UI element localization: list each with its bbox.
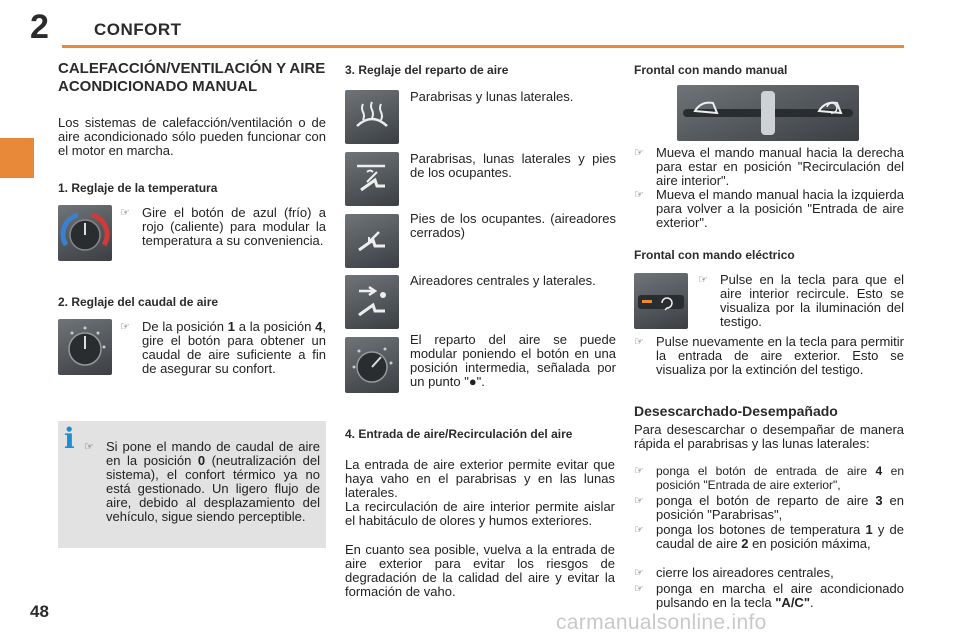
distribution-item-text: El reparto del aire se puede modular poniendo el botón en una posición intermedia, señalada por un punto "●". (410, 332, 616, 389)
electric-bullet-text: Pulse nuevamente en la tecla para permitir la entrada de aire exterior. Esto se visualiza por la extinción del testigo. (656, 334, 904, 377)
windscreen-and-feet-icon (345, 152, 399, 206)
info-text: Si pone el mando de caudal de aire en la posición 0 (neutralización del sistema), el confort térmico ya no está gestionado. Un ligero flujo de aire, debido al desplazamiento del vehículo, sigue siendo perceptible. (106, 439, 320, 524)
face-vent-icon (345, 275, 399, 329)
manual-bullet-text: Mueva el mando manual hacia la derecha para estar en posición "Recirculación del aire interior". (656, 145, 904, 188)
demist-step: cierre los aireadores centrales, (656, 565, 834, 580)
demist-heading: Desescarchado-Desempañado (634, 403, 838, 419)
bullet-icon: ☞ (634, 464, 644, 477)
temperature-text: Gire el botón de azul (frío) a rojo (caliente) para modular la temperatura a su conveniencia. (142, 205, 326, 248)
distribution-item-text: Aireadores centrales y laterales. (410, 273, 596, 288)
bullet-icon: ☞ (634, 335, 644, 348)
bullet-icon: ☞ (120, 206, 130, 219)
distribution-item-text: Parabrisas y lunas laterales. (410, 89, 574, 104)
bullet-icon: ☞ (634, 582, 644, 595)
manual-recirculation-lever-icon (677, 85, 859, 141)
demist-step: ponga el botón de entrada de aire 4 en posición "Entrada de aire exterior", (656, 464, 904, 492)
windscreen-demist-icon (345, 90, 399, 144)
temperature-heading: 1. Reglaje de la temperatura (58, 181, 218, 195)
distribution-knob-icon (345, 337, 399, 393)
recirculation-paragraph: La entrada de aire exterior permite evitar que haya vaho en el parabrisas y en las lunas laterales. (345, 457, 615, 500)
bullet-icon: ☞ (120, 320, 130, 333)
bullet-icon: ☞ (698, 273, 708, 286)
bullet-icon: ☞ (634, 494, 644, 507)
bullet-icon: ☞ (634, 566, 644, 579)
chapter-side-tab (0, 138, 34, 178)
demist-step: ponga el botón de reparto de aire 3 en posición "Parabrisas", (656, 493, 905, 522)
demist-step: ponga en marcha el aire acondicionado pulsando en la tecla "A/C". (656, 581, 904, 610)
distribution-item-text: Pies de los ocupantes. (aireadores cerrados) (410, 211, 616, 240)
demist-step: ponga los botones de temperatura 1 y de caudal de aire 2 en posición máxima, (656, 522, 904, 551)
manual-control-heading: Frontal con mando manual (634, 63, 788, 77)
section-title: CALEFACCIÓN/VENTILACIÓN Y AIRE ACONDICIONADO MANUAL (58, 60, 326, 95)
header-rule (62, 45, 904, 48)
chapter-number: 2 (30, 8, 49, 46)
bullet-icon: ☞ (84, 440, 94, 453)
distribution-heading: 3. Reglaje del reparto de aire (345, 63, 509, 77)
bullet-icon: ☞ (634, 188, 644, 201)
temperature-knob-icon (58, 205, 112, 261)
airflow-heading: 2. Reglaje del caudal de aire (58, 295, 219, 309)
airflow-knob-icon (58, 319, 112, 375)
recirculation-button-icon (634, 273, 688, 329)
recirculation-paragraph: En cuanto sea posible, vuelva a la entrada de aire exterior para evitar los riesgos de degradación de la calidad del aire y evitar la formación de vaho. (345, 542, 615, 599)
demist-intro: Para desescarchar o desempañar de manera rápida el parabrisas y las lunas laterales: (634, 422, 904, 451)
info-icon: i (64, 422, 75, 455)
bullet-icon: ☞ (634, 146, 644, 159)
airflow-text: De la posición 1 a la posición 4, gire el botón para obtener un caudal de aire suficiente a fin de asegurar su confort. (142, 319, 326, 376)
recirculation-heading: 4. Entrada de aire/Recirculación del aire (345, 427, 573, 441)
page-number: 48 (30, 602, 49, 621)
watermark: carmanualsonline.info (556, 611, 767, 634)
electric-bullet-text: Pulse en la tecla para que el aire interior recircule. Esto se visualiza por la iluminación del testigo. (720, 272, 904, 329)
distribution-item-text: Parabrisas, lunas laterales y pies de los ocupantes. (410, 151, 616, 180)
recirculation-paragraph: La recirculación de aire interior permite aislar el habitáculo de olores y humos exteriores. (345, 499, 615, 528)
chapter-title: CONFORT (94, 20, 182, 39)
feet-vent-icon (345, 214, 399, 268)
electric-control-heading: Frontal con mando eléctrico (634, 248, 795, 262)
intro-paragraph: Los sistemas de calefacción/ventilación o de aire acondicionado sólo pueden funcionar con el motor en marcha. (58, 115, 326, 158)
bullet-icon: ☞ (634, 523, 644, 536)
manual-bullet-text: Mueva el mando manual hacia la izquierda para volver a la posición "Entrada de aire exterior". (656, 187, 904, 230)
